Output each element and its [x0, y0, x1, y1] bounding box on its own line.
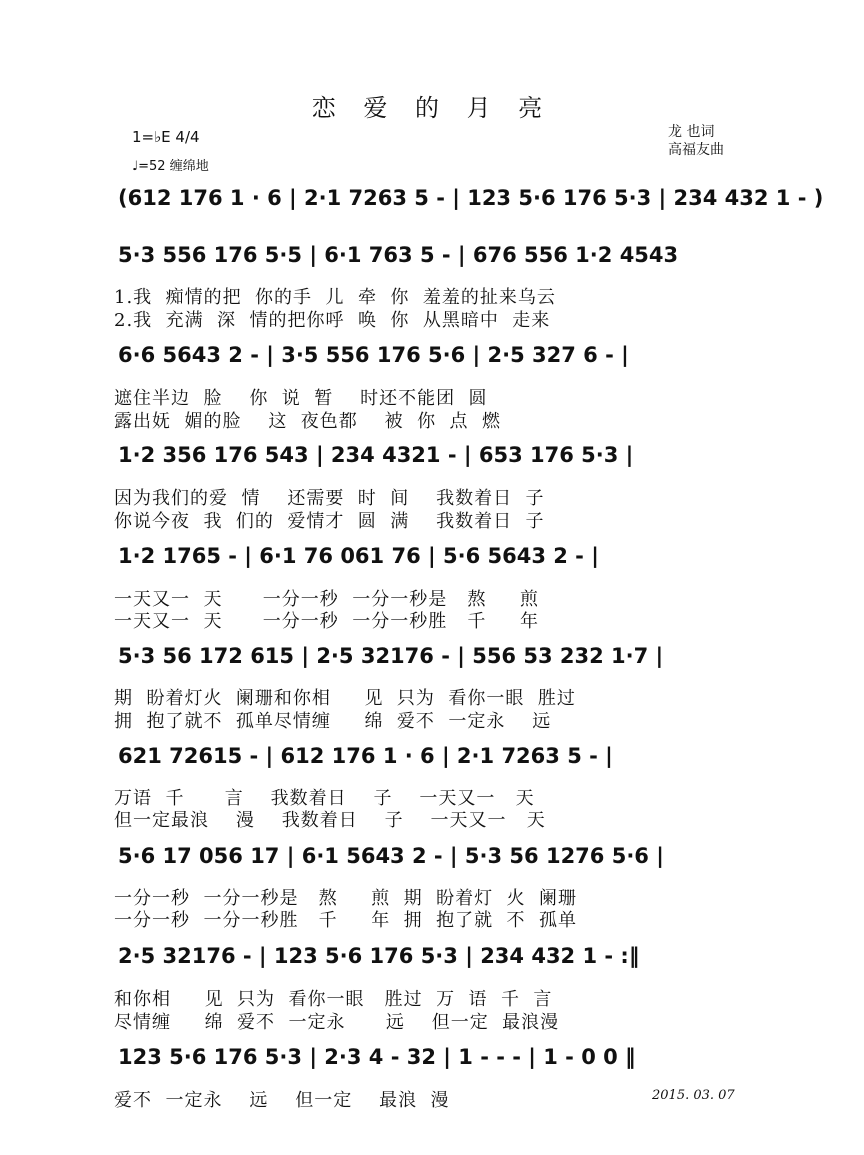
- song-title: 恋 爱 的 月 亮: [311, 94, 553, 122]
- lyric-line-verse2: 但一定最浪 漫 我数着日 子 一天又一 天: [114, 810, 546, 831]
- lyric-line-verse2: 2.我 充满 深 情的把你呼 唤 你 从黑暗中 走来: [114, 310, 551, 331]
- notation-line: 5·3 556 176 5·5 | 6·1 763 5 - | 676 556 1·2 4543: [118, 243, 679, 267]
- lyric-line-verse2: 一天又一 天 一分一秒 一分一秒胜 千 年: [114, 611, 539, 632]
- notation-line: 621 72615 - | 612 176 1 · 6 | 2·1 7263 5 - |: [118, 744, 613, 768]
- credits: [668, 123, 724, 159]
- lyric-line-verse1: 遮住半边 脸 你 说 暂 时还不能团 圆: [114, 388, 488, 409]
- notation-line: 5·3 56 172 615 | 2·5 32176 - | 556 53 232 1·7 |: [118, 644, 664, 668]
- notation-line: (612 176 1 · 6 | 2·1 7263 5 - | 123 5·6 176 5·3 | 234 432 1 - ): [118, 186, 824, 210]
- lyric-line-verse1: 万语 千 言 我数着日 子 一天又一 天: [114, 788, 535, 809]
- notation-line: 123 5·6 176 5·3 | 2·3 4 - 32 | 1 - - - | 1 - 0 0 ‖: [118, 1045, 636, 1069]
- lyric-line-verse1: 1.我 痴情的把 你的手 儿 牵 你 羞羞的扯来乌云: [114, 287, 556, 308]
- date-stamp: 2015. 03. 07: [652, 1088, 735, 1103]
- key-signature: 1=♭E 4/4: [132, 128, 200, 146]
- lyric-line-verse1: 因为我们的爱 情 还需要 时 间 我数着日 子: [114, 488, 545, 509]
- notation-line: 5·6 17 056 17 | 6·1 5643 2 - | 5·3 56 1276 5·6 |: [118, 844, 664, 868]
- notation-line: 6·6 5643 2 - | 3·5 556 176 5·6 | 2·5 327 6 - |: [118, 343, 629, 367]
- lyric-line-verse1: 爱不 一定永 远 但一定 最浪 漫: [114, 1090, 450, 1111]
- lyric-line-verse2: 拥 抱了就不 孤单尽情缠 绵 爱不 一定永 远: [114, 711, 552, 732]
- lyric-line-verse1: 一天又一 天 一分一秒 一分一秒是 熬 煎: [114, 589, 539, 610]
- lyric-line-verse2: 一分一秒 一分一秒胜 千 年 拥 抱了就 不 孤单: [114, 910, 577, 931]
- notation-line: 1·2 1765 - | 6·1 76 061 76 | 5·6 5643 2 - |: [118, 544, 599, 568]
- lyric-line-verse1: 期 盼着灯火 阑珊和你相 见 只为 看你一眼 胜过: [114, 688, 576, 709]
- lyric-line-verse1: 和你相 见 只为 看你一眼 胜过 万 语 千 言: [114, 989, 553, 1010]
- lyric-line-verse2: 尽情缠 绵 爱不 一定永 远 但一定 最浪漫: [114, 1012, 560, 1033]
- lyricist: 龙 也词: [668, 124, 715, 140]
- lyric-line-verse2: 露出妩 媚的脸 这 夜色都 被 你 点 燃: [114, 411, 501, 432]
- lyric-line-verse2: 你说今夜 我 们的 爱情才 圆 满 我数着日 子: [114, 511, 545, 532]
- composer: 高福友曲: [668, 142, 724, 158]
- notation-line: 2·5 32176 - | 123 5·6 176 5·3 | 234 432 1 - :‖: [118, 944, 640, 968]
- tempo-marking: ♩=52 缠绵地: [132, 159, 209, 174]
- notation-line: 1·2 356 176 543 | 234 4321 - | 653 176 5·3 |: [118, 443, 634, 467]
- lyric-line-verse1: 一分一秒 一分一秒是 熬 煎 期 盼着灯 火 阑珊: [114, 888, 577, 909]
